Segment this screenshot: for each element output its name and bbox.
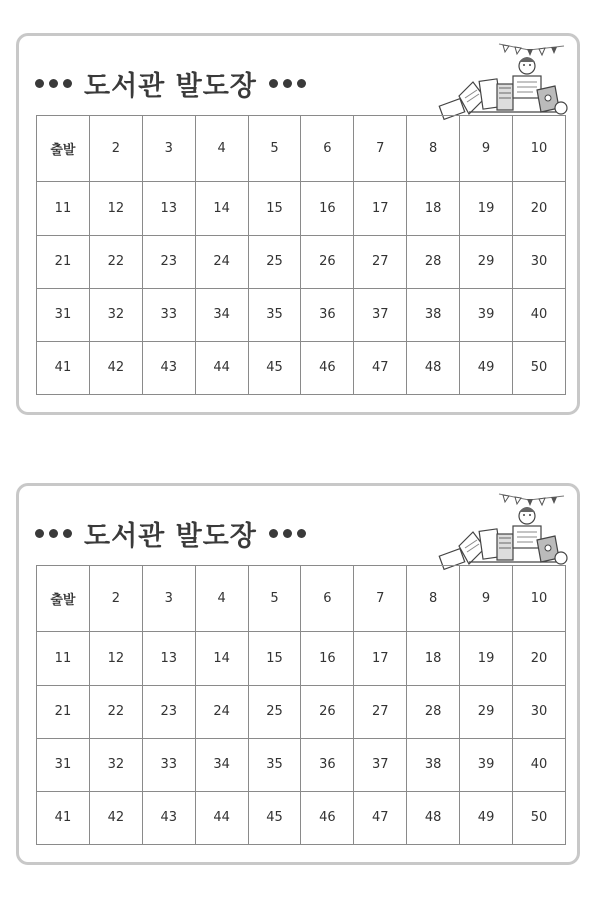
- stamp-cell: 22: [89, 685, 142, 738]
- stamp-cell: 26: [301, 685, 354, 738]
- stamp-cell: 20: [513, 182, 566, 235]
- stamp-cell: 35: [248, 738, 301, 791]
- grid-row: [37, 632, 566, 685]
- title-dots-left: [35, 79, 72, 88]
- stamp-cell: 44: [195, 341, 248, 394]
- stamp-cell: 12: [89, 632, 142, 685]
- dot-icon: [49, 79, 58, 88]
- stamp-cell: 33: [142, 738, 195, 791]
- stamp-cell: 16: [301, 182, 354, 235]
- stamp-cell: 9: [460, 566, 513, 632]
- grid-row: [37, 116, 566, 182]
- stamp-cell: 22: [89, 235, 142, 288]
- dot-icon: [269, 79, 278, 88]
- stamp-cell: 26: [301, 235, 354, 288]
- stamp-cell: 45: [248, 791, 301, 844]
- stamp-cell: 4: [195, 116, 248, 182]
- stamp-cell: 34: [195, 738, 248, 791]
- stamp-cell: 13: [142, 632, 195, 685]
- stamp-cell: 40: [513, 288, 566, 341]
- stamp-cell: 46: [301, 791, 354, 844]
- stamp-grid: [36, 565, 566, 845]
- stamp-cell: 23: [142, 235, 195, 288]
- stamp-cell: 39: [460, 738, 513, 791]
- stamp-cell: 25: [248, 235, 301, 288]
- stamp-cell: 21: [37, 235, 90, 288]
- stamp-cell: 18: [407, 182, 460, 235]
- stamp-cell: 41: [37, 341, 90, 394]
- stamp-cell: 21: [37, 685, 90, 738]
- stamp-cell: 12: [89, 182, 142, 235]
- stamp-cell: 36: [301, 288, 354, 341]
- stamp-cell: 20: [513, 632, 566, 685]
- stamp-grid: [36, 115, 566, 395]
- stamp-cell: 40: [513, 738, 566, 791]
- stamp-cell: 2: [89, 116, 142, 182]
- stamp-cell: 27: [354, 235, 407, 288]
- dot-icon: [63, 529, 72, 538]
- books-children-illustration-icon: [429, 38, 569, 124]
- title-dots-right: [269, 529, 306, 538]
- stamp-cell: 45: [248, 341, 301, 394]
- stamp-cell: 7: [354, 116, 407, 182]
- stamp-cell: 35: [248, 288, 301, 341]
- stamp-cell: 5: [248, 566, 301, 632]
- stamp-cell: 36: [301, 738, 354, 791]
- stamp-cell: 17: [354, 632, 407, 685]
- stamp-cell: 28: [407, 685, 460, 738]
- stamp-cell: 15: [248, 182, 301, 235]
- dot-icon: [297, 79, 306, 88]
- stamp-cell: 25: [248, 685, 301, 738]
- stamp-cell: 6: [301, 566, 354, 632]
- stamp-cell: 8: [407, 566, 460, 632]
- stamp-cell: 50: [513, 791, 566, 844]
- stamp-cell: 44: [195, 791, 248, 844]
- dot-icon: [49, 529, 58, 538]
- stamp-cell: 19: [460, 632, 513, 685]
- stamp-cell: 10: [513, 566, 566, 632]
- grid-row: [37, 738, 566, 791]
- stamp-cell: 16: [301, 632, 354, 685]
- stamp-cell: 11: [37, 182, 90, 235]
- stamp-cell: 41: [37, 791, 90, 844]
- stamp-cell: 4: [195, 566, 248, 632]
- title-dots-right: [269, 79, 306, 88]
- stamp-cell: 24: [195, 685, 248, 738]
- stamp-cell: 32: [89, 738, 142, 791]
- dot-icon: [283, 529, 292, 538]
- stamp-cell: 42: [89, 341, 142, 394]
- stamp-cell: 27: [354, 685, 407, 738]
- stamp-cell: 14: [195, 182, 248, 235]
- stamp-cell: 5: [248, 116, 301, 182]
- stamp-cell: 30: [513, 685, 566, 738]
- stamp-cell: 43: [142, 341, 195, 394]
- stamp-cell: 19: [460, 182, 513, 235]
- stamp-cell: 17: [354, 182, 407, 235]
- stamp-cell: 47: [354, 341, 407, 394]
- stamp-cell: 46: [301, 341, 354, 394]
- stamp-cell: 37: [354, 288, 407, 341]
- grid-row: [37, 685, 566, 738]
- card-title: [35, 66, 306, 100]
- stamp-cell: 24: [195, 235, 248, 288]
- stamp-cell: 47: [354, 791, 407, 844]
- dot-icon: [269, 529, 278, 538]
- grid-row: [37, 566, 566, 632]
- stamp-cell: 15: [248, 632, 301, 685]
- stamp-cell: 3: [142, 566, 195, 632]
- stamp-cell: 49: [460, 791, 513, 844]
- stamp-cell: 37: [354, 738, 407, 791]
- title-text: 도서관 발도장: [84, 70, 257, 102]
- dot-icon: [35, 529, 44, 538]
- stamp-cell: 39: [460, 288, 513, 341]
- stamp-cell: 31: [37, 738, 90, 791]
- stamp-card-1: [16, 33, 580, 415]
- stamp-cell: 29: [460, 235, 513, 288]
- stamp-cell: 30: [513, 235, 566, 288]
- stamp-cell: 31: [37, 288, 90, 341]
- stamp-cell: 13: [142, 182, 195, 235]
- stamp-cell: 9: [460, 116, 513, 182]
- stamp-cell: 11: [37, 632, 90, 685]
- stamp-cell: 14: [195, 632, 248, 685]
- stamp-cell: 6: [301, 116, 354, 182]
- stamp-card-2: [16, 483, 580, 865]
- stamp-cell: 43: [142, 791, 195, 844]
- stamp-cell: 8: [407, 116, 460, 182]
- grid-row: [37, 791, 566, 844]
- stamp-cell: 48: [407, 791, 460, 844]
- dot-icon: [283, 79, 292, 88]
- stamp-cell: 28: [407, 235, 460, 288]
- start-cell: 출발: [37, 116, 90, 182]
- title-text: 도서관 발도장: [84, 520, 257, 552]
- stamp-cell: 10: [513, 116, 566, 182]
- grid-row: [37, 182, 566, 235]
- stamp-cell: 49: [460, 341, 513, 394]
- books-children-illustration-icon: [429, 488, 569, 574]
- stamp-cell: 42: [89, 791, 142, 844]
- dot-icon: [297, 529, 306, 538]
- stamp-cell: 3: [142, 116, 195, 182]
- stamp-cell: 50: [513, 341, 566, 394]
- stamp-cell: 32: [89, 288, 142, 341]
- stamp-cell: 29: [460, 685, 513, 738]
- stamp-cell: 2: [89, 566, 142, 632]
- start-cell: 출발: [37, 566, 90, 632]
- stamp-cell: 38: [407, 288, 460, 341]
- title-dots-left: [35, 529, 72, 538]
- card-title: [35, 516, 306, 550]
- stamp-cell: 18: [407, 632, 460, 685]
- grid-row: [37, 288, 566, 341]
- stamp-cell: 34: [195, 288, 248, 341]
- dot-icon: [35, 79, 44, 88]
- dot-icon: [63, 79, 72, 88]
- stamp-cell: 48: [407, 341, 460, 394]
- stamp-cell: 33: [142, 288, 195, 341]
- grid-row: [37, 235, 566, 288]
- stamp-cell: 38: [407, 738, 460, 791]
- stamp-cell: 23: [142, 685, 195, 738]
- grid-row: [37, 341, 566, 394]
- stamp-cell: 7: [354, 566, 407, 632]
